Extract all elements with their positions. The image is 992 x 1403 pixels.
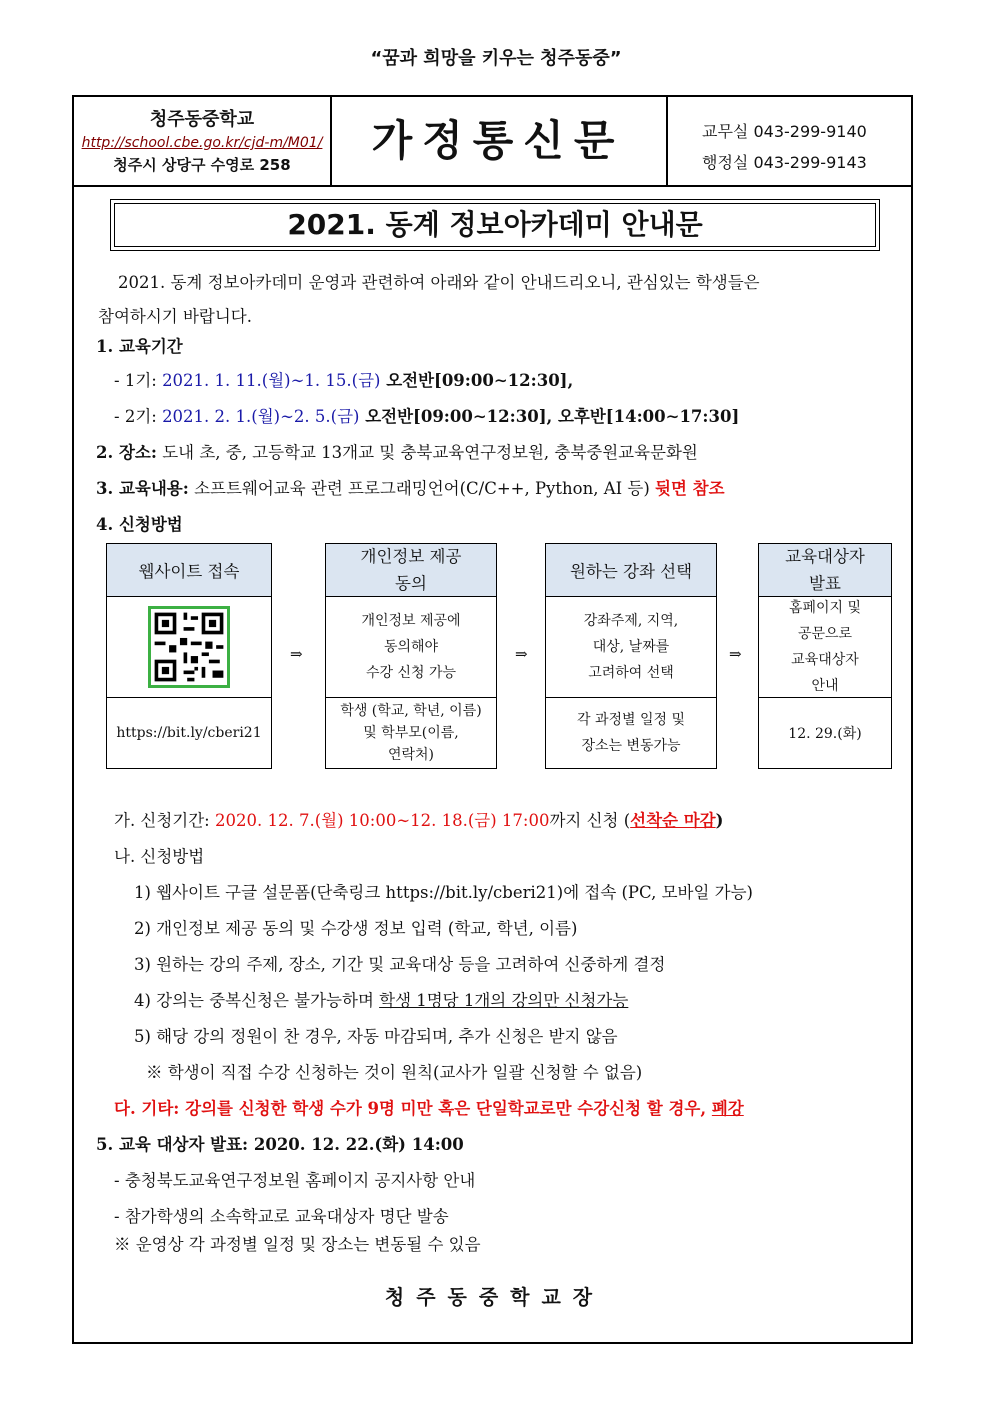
section-3-label: 3. 교육내용: (96, 479, 189, 498)
apply-period-label: 가. 신청기간: (114, 811, 215, 830)
apply-step-4 (134, 987, 628, 1011)
phone-office: 교무실 043-299-9140 (702, 122, 867, 141)
apply-step-3: 3) 원하는 강의 주제, 장소, 기간 및 교육대상 등을 고려하여 신중하게 결정 (134, 955, 666, 974)
contact-info (666, 97, 911, 185)
apply-period (114, 807, 723, 831)
phone-admin: 행정실 043-299-9143 (702, 153, 867, 172)
letter-type (330, 97, 668, 185)
step-2-bottom: 학생 (학교, 학년, 이름) 및 학부모(이름, 연락처) (325, 697, 497, 769)
section-5-line-2: - 참가학생의 소속학교로 교육대상자 명단 발송 (114, 1207, 449, 1226)
period-2-label: - 2기: (114, 407, 163, 426)
period-1-dates: 2021. 1. 11.(월)∼1. 15.(금) (162, 371, 381, 390)
school-info (74, 97, 332, 185)
school-address: 청주시 상당구 수영로 258 (113, 156, 291, 174)
apply-method-heading: 나. 신청방법 (114, 847, 205, 866)
section-5-line-1: - 충청북도교육연구정보원 홈페이지 공지사항 안내 (114, 1171, 476, 1190)
arrow-icon: ⇒ (290, 645, 303, 663)
section-3-ref: 뒷면 참조 (655, 479, 725, 498)
arrow-icon: ⇒ (729, 645, 742, 663)
letter-header (74, 97, 911, 187)
intro-line-2: 참여하시기 바랍니다. (98, 307, 252, 326)
intro-line-1: 2021. 동계 정보아카데미 운영과 관련하여 아래와 같이 안내드리오니, 관심있는 학생들은 (118, 273, 760, 292)
section-2-text: 도내 초, 중, 고등학교 13개교 및 충북교육연구정보원, 충북중원교육문화원 (156, 443, 698, 462)
letter-frame (72, 95, 913, 1344)
section-5-heading: 5. 교육 대상자 발표: 2020. 12. 22.(화) 14:00 (96, 1135, 464, 1154)
apply-period-dates: 2020. 12. 7.(월) 10:00∼12. 18.(금) 17:00 (215, 811, 550, 830)
section-2-label: 2. 장소: (96, 443, 157, 462)
step-3-head: 원하는 강좌 선택 (545, 543, 717, 597)
period-2-session: 오전반[09:00∼12:30], 오후반[14:00∼17:30] (359, 407, 740, 426)
section-4-heading: 4. 신청방법 (96, 515, 183, 534)
step-1-qr-cell (106, 596, 272, 698)
doc-title-box (110, 199, 880, 251)
section-3 (96, 475, 725, 499)
apply-step-4-limit: 학생 1명당 1개의 강의만 신청가능 (379, 991, 629, 1010)
step-1-bottom: https://bit.ly/cberi21 (106, 697, 272, 769)
step-1-head: 웹사이트 접속 (106, 543, 272, 597)
doc-title: 2021. 동계 정보아카데미 안내문 (114, 203, 876, 247)
first-come-note: 선착순 마감 (630, 811, 716, 830)
section-3-text: 소프트웨어교육 관련 프로그래밍언어(C/C++, Python, AI 등) (188, 479, 656, 498)
period-1-session: 오전반[09:00∼12:30], (380, 371, 574, 390)
etc-note (114, 1095, 744, 1119)
apply-period-close: ) (715, 811, 724, 830)
apply-step-5: 5) 해당 강의 정원이 찬 경우, 자동 마감되며, 추가 신청은 받지 않음 (134, 1027, 618, 1046)
step-2-head: 개인정보 제공 동의 (325, 543, 497, 597)
period-1-label: - 1기: (114, 371, 163, 390)
apply-step-4-text: 4) 강의는 중복신청은 불가능하며 (134, 991, 380, 1010)
step-4-bottom: 12. 29.(화) (758, 697, 892, 769)
period-1 (114, 367, 573, 391)
period-2-dates: 2021. 2. 1.(월)∼2. 5.(금) (162, 407, 360, 426)
period-2 (114, 403, 739, 427)
apply-step-2: 2) 개인정보 제공 동의 및 수강생 정보 입력 (학교, 학년, 이름) (134, 919, 578, 938)
apply-period-mid: 까지 신청 ( (549, 811, 631, 830)
section-5-note: ※ 운영상 각 과정별 일정 및 장소는 변동될 수 있음 (114, 1235, 481, 1254)
section-2 (96, 439, 698, 463)
arrow-icon: ⇒ (515, 645, 528, 663)
principal-signature: 청주동중학교장 (384, 1285, 605, 1309)
slogan: “꿈과 희망을 키우는 청주동중” (370, 48, 622, 69)
step-3-middle: 강좌주제, 지역, 대상, 날짜를 고려하여 선택 (545, 596, 717, 698)
step-4-middle: 홈페이지 및 공문으로 교육대상자 안내 (758, 596, 892, 698)
section-1-heading: 1. 교육기간 (96, 337, 183, 356)
step-4-head: 교육대상자 발표 (758, 543, 892, 597)
step-2-middle: 개인정보 제공에 동의해야 수강 신청 가능 (325, 596, 497, 698)
qr-code-icon (148, 606, 230, 688)
apply-step-1: 1) 웹사이트 구글 설문폼(단축링크 https://bit.ly/cberi21)에 접속 (PC, 모바일 가능) (134, 883, 753, 902)
etc-note-text: 다. 기타: 강의를 신청한 학생 수가 9명 미만 혹은 단일학교로만 수강신청 할 경우, (114, 1099, 712, 1118)
letter-type-title: 가정통신문 (371, 116, 625, 165)
school-url-link[interactable]: http://school.cbe.go.kr/cjd-m/M01/ (81, 135, 323, 151)
step-3-bottom: 각 과정별 일정 및 장소는 변동가능 (545, 697, 717, 769)
school-name: 청주동중학교 (149, 109, 255, 130)
apply-note: ※ 학생이 직접 수강 신청하는 것이 원칙(교사가 일괄 신청할 수 없음) (146, 1063, 643, 1082)
etc-note-cancel: 폐강 (711, 1099, 744, 1118)
